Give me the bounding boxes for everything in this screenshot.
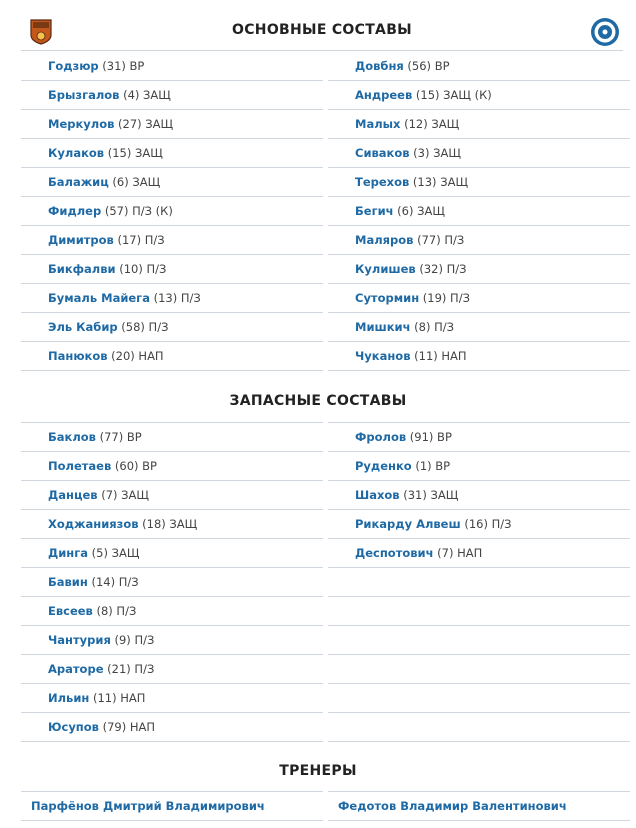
- player-meta: (20) НАП: [107, 349, 164, 363]
- player-name-link[interactable]: Фидлер: [48, 204, 102, 218]
- player-name-link[interactable]: Ильин: [48, 691, 90, 705]
- subs-home-column: [21, 422, 323, 742]
- player-row: [328, 510, 630, 539]
- player-name-link[interactable]: Годзюр: [48, 59, 99, 73]
- player-name-link[interactable]: Евсеев: [48, 604, 93, 618]
- player-meta: (77) П/З: [413, 233, 465, 247]
- empty-row: [328, 626, 630, 655]
- empty-row: [328, 597, 630, 626]
- player-row: [21, 626, 323, 655]
- player-meta: (31) ЗАЩ: [399, 488, 459, 502]
- player-row: [328, 481, 630, 510]
- player-name-link[interactable]: Араторе: [48, 662, 104, 676]
- player-row: [328, 284, 630, 313]
- player-name-link[interactable]: Шахов: [355, 488, 400, 502]
- player-row: [328, 255, 630, 284]
- player-name-link[interactable]: Бавин: [48, 575, 88, 589]
- player-name-link[interactable]: Фролов: [355, 430, 407, 444]
- player-row: [21, 597, 323, 626]
- player-name-link[interactable]: Чуканов: [355, 349, 411, 363]
- player-meta: (3) ЗАЩ: [409, 146, 461, 160]
- player-row: [21, 313, 323, 342]
- player-name-link[interactable]: Андреев: [355, 88, 413, 102]
- player-name-link[interactable]: Баклов: [48, 430, 96, 444]
- player-name-link[interactable]: Брызгалов: [48, 88, 120, 102]
- player-meta: (19) П/З: [419, 291, 470, 305]
- player-meta: (60) ВР: [111, 459, 157, 473]
- player-name-link[interactable]: Малых: [355, 117, 401, 131]
- player-row: [21, 539, 323, 568]
- player-name-link[interactable]: Руденко: [355, 459, 412, 473]
- player-meta: (14) П/З: [87, 575, 139, 589]
- player-name-link[interactable]: Бегич: [355, 204, 394, 218]
- player-meta: (4) ЗАЩ: [119, 88, 171, 102]
- player-row: [328, 197, 630, 226]
- player-row: [21, 481, 323, 510]
- coaches-title: ТРЕНЕРЫ: [279, 763, 357, 779]
- player-row: [21, 139, 323, 168]
- player-name-link[interactable]: Мишкич: [355, 320, 411, 334]
- player-name-link[interactable]: Бумаль Майега: [48, 291, 150, 305]
- starters-title: ОСНОВНЫЕ СОСТАВЫ: [232, 22, 412, 38]
- player-row: [328, 81, 630, 110]
- player-row: [328, 139, 630, 168]
- player-name-link[interactable]: Сутормин: [355, 291, 420, 305]
- player-name-link[interactable]: Ходжаниязов: [48, 517, 139, 531]
- starters-home-column: [21, 52, 323, 371]
- player-name-link[interactable]: Деспотович: [355, 546, 434, 560]
- player-row: [21, 452, 323, 481]
- player-row: [328, 313, 630, 342]
- orenburg-club-logo-icon: [590, 17, 618, 45]
- player-row: [328, 52, 630, 81]
- player-meta: (27) ЗАЩ: [114, 117, 174, 131]
- player-meta: (31) ВР: [98, 59, 145, 73]
- empty-row: [328, 655, 630, 684]
- player-name-link[interactable]: Данцев: [48, 488, 98, 502]
- starters-header: [21, 10, 623, 51]
- player-name-link[interactable]: Димитров: [48, 233, 114, 247]
- player-row: [328, 452, 630, 481]
- ural-club-logo-icon: [27, 17, 55, 45]
- player-meta: (58) П/З: [117, 320, 169, 334]
- empty-row: [328, 713, 630, 742]
- player-meta: (91) ВР: [406, 430, 452, 444]
- coach-away[interactable]: Федотов Владимир Валентинович: [328, 792, 630, 821]
- player-row: [328, 342, 630, 371]
- player-meta: (18) ЗАЩ: [138, 517, 198, 531]
- player-row: [21, 81, 323, 110]
- empty-row: [328, 684, 630, 713]
- subs-away-column: [328, 422, 630, 742]
- player-row: [21, 110, 323, 139]
- player-meta: (8) П/З: [92, 604, 137, 618]
- player-meta: (77) ВР: [95, 430, 142, 444]
- player-meta: (15) ЗАЩ (К): [412, 88, 492, 102]
- player-name-link[interactable]: Терехов: [355, 175, 410, 189]
- player-meta: (17) П/З: [113, 233, 165, 247]
- player-row: [21, 568, 323, 597]
- player-name-link[interactable]: Кулаков: [48, 146, 105, 160]
- player-meta: (79) НАП: [98, 720, 156, 734]
- player-name-link[interactable]: Меркулов: [48, 117, 115, 131]
- player-row: [328, 168, 630, 197]
- player-row: [21, 52, 323, 81]
- player-meta: (9) П/З: [110, 633, 155, 647]
- player-meta: (7) ЗАЩ: [97, 488, 149, 502]
- player-row: [328, 110, 630, 139]
- subs-title: ЗАПАСНЫЕ СОСТАВЫ: [229, 393, 407, 409]
- player-meta: (13) ЗАЩ: [409, 175, 469, 189]
- player-meta: (13) П/З: [149, 291, 201, 305]
- player-meta: (5) ЗАЩ: [88, 546, 140, 560]
- player-name-link[interactable]: Полетаев: [48, 459, 112, 473]
- player-meta: (21) П/З: [103, 662, 155, 676]
- player-meta: (10) П/З: [115, 262, 167, 276]
- player-name-link[interactable]: Эль Кабир: [48, 320, 118, 334]
- player-row: [21, 510, 323, 539]
- player-row: [21, 684, 323, 713]
- coach-home[interactable]: Парфёнов Дмитрий Владимирович: [21, 792, 323, 821]
- player-row: [21, 255, 323, 284]
- player-meta: (12) ЗАЩ: [400, 117, 460, 131]
- starters-away-column: [328, 52, 630, 371]
- player-name-link[interactable]: Чантурия: [48, 633, 111, 647]
- player-name-link[interactable]: Балажиц: [48, 175, 109, 189]
- player-meta: (15) ЗАЩ: [104, 146, 163, 160]
- player-row: [21, 226, 323, 255]
- player-meta: (11) НАП: [410, 349, 467, 363]
- player-row: [21, 197, 323, 226]
- player-row: [21, 655, 323, 684]
- player-name-link[interactable]: Бикфалви: [48, 262, 116, 276]
- player-row: [21, 168, 323, 197]
- player-name-link[interactable]: Маляров: [355, 233, 414, 247]
- player-name-link[interactable]: Юсупов: [48, 720, 99, 734]
- player-meta: (11) НАП: [89, 691, 146, 705]
- player-row: [328, 539, 630, 568]
- player-name-link[interactable]: Динга: [48, 546, 89, 560]
- player-row: [21, 423, 323, 452]
- player-name-link[interactable]: Кулишев: [355, 262, 416, 276]
- player-meta: (57) П/З (К): [101, 204, 173, 218]
- player-row: [21, 713, 323, 742]
- player-row: [21, 284, 323, 313]
- player-name-link[interactable]: Сиваков: [355, 146, 410, 160]
- player-meta: (6) ЗАЩ: [393, 204, 445, 218]
- player-meta: (8) П/З: [410, 320, 454, 334]
- player-row: [21, 342, 323, 371]
- player-meta: (7) НАП: [433, 546, 483, 560]
- player-meta: (1) ВР: [411, 459, 451, 473]
- player-meta: (16) П/З: [460, 517, 512, 531]
- empty-row: [328, 568, 630, 597]
- player-name-link[interactable]: Панюков: [48, 349, 108, 363]
- player-row: [328, 226, 630, 255]
- player-meta: (6) ЗАЩ: [108, 175, 161, 189]
- player-name-link[interactable]: Довбня: [355, 59, 404, 73]
- player-meta: (56) ВР: [403, 59, 450, 73]
- player-meta: (32) П/З: [415, 262, 467, 276]
- player-row: [328, 423, 630, 452]
- player-name-link[interactable]: Рикарду Алвеш: [355, 517, 461, 531]
